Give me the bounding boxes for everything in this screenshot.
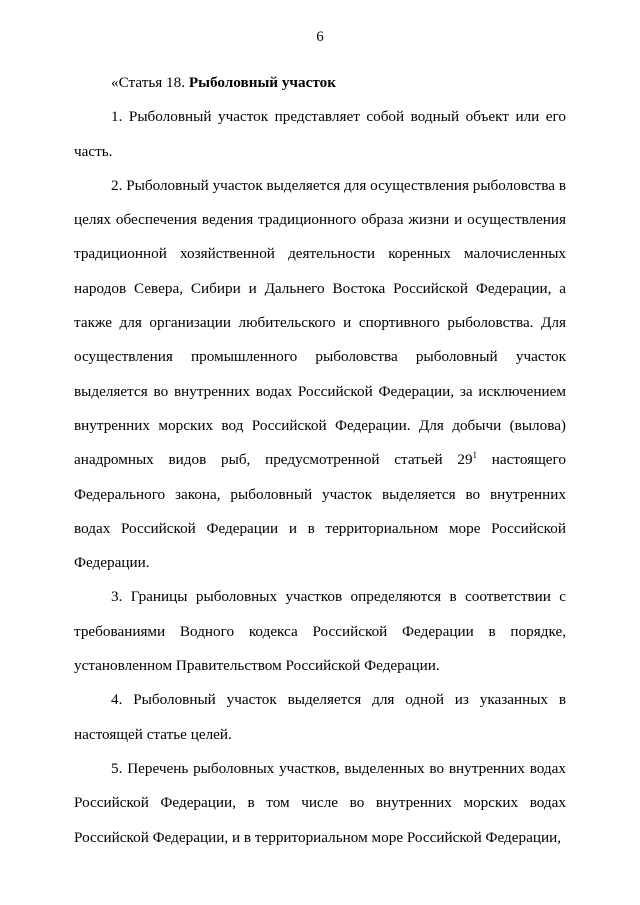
article-29-superscript: 1 [472,450,478,461]
paragraph-2-text-before: 2. Рыболовный участок выделяется для осуществления рыболовства в целях обеспечения ведения традиционного образа жизни и осуществления традиционной хозяйственной деятельности коренных малочисленных народов Севера, Сибири и Дальнего Востока Российской Федерации, а также для организации любительского и спортивного рыболовства. Для осуществления промышленного рыболовства рыболовный участок выделяется во внутренних водах Российской Федерации, за исключением внутренних морских вод Российской Федерации. Для добычи (вылова) анадромных видов рыб, предусмотренной статьей 29 [74,176,566,469]
document-body [74,66,566,855]
article-heading [74,66,566,100]
paragraph-1: 1. Рыболовный участок представляет собой водный объект или его часть. [74,108,566,160]
article-title: Рыболовный участок [188,74,336,91]
paragraph-5: 5. Перечень рыболовных участков, выделенных во внутренних водах Российской Федерации, в том числе во внутренних морских водах Российской Федерации, и в территориальном море Российской Федерации, [74,759,566,846]
article-prefix: «Статья 18. [111,74,189,91]
paragraph-2 [74,169,566,581]
paragraph-4: 4. Рыболовный участок выделяется для одной из указанных в настоящей статье целей. [74,691,566,743]
paragraph-2-text-after: настоящего Федерального закона, рыболовный участок выделяется во внутренних водах Российской Федерации и в территориальном море Российской Федерации. [74,451,566,572]
page-number: 6 [316,29,324,45]
paragraph-3: 3. Границы рыболовных участков определяются в соответствии с требованиями Водного кодекса Российской Федерации в порядке, установленном Правительством Российской Федерации. [74,588,566,675]
